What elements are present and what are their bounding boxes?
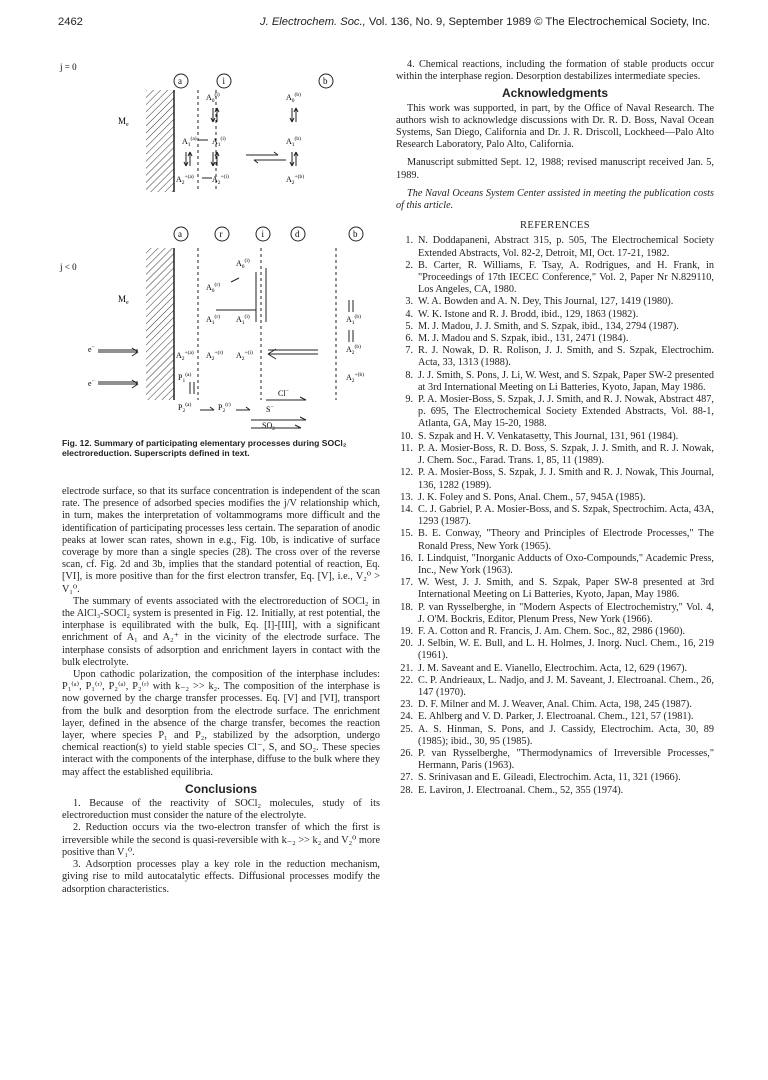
svg-text:P2(a): $P_2^{(a)}$: [178, 402, 192, 414]
running-header: [58, 16, 710, 32]
electrode-hatch-top: [146, 90, 174, 192]
svg-text:A2+(b): $A_2^{+(b)}$: [346, 372, 365, 384]
reference-text: D. F. Milner and M. J. Weaver, Anal. Chim. Acta, 198, 245 (1987).: [418, 699, 692, 711]
svg-text:A1(b): $A_1^{(b)}$: [346, 314, 361, 326]
reference-text: P. van Rysselberghe, in "Modern Aspects of Electrochemistry," Vol. 4, J. O'M. Bockris, Editor, Plenum Press, New York (1966).: [418, 601, 714, 625]
reference-item: [396, 711, 714, 723]
left-paragraph: Upon cathodic polarization, the composition of the interphase includes: P₁⁽ᵃ⁾, P₁⁽ʳ⁾, P₂⁽ᵃ⁾, P₂⁽ʳ⁾ with k₋₂ >> k₂. The composition of the interphase is now governed by the charge transfer processes. Eq. [V] and [VI], transport from the bulk and desorption from the electrode surface. The enrichment layer, defined in the absence of the charge transfer, becomes the reaction layer, where species P₁ and P₂, stabilized by the adsorption, undergo chemical reaction(s) to yield stable species Cl⁻, S, and SO₂. These species interact with the components of the interphase, diffuse to the bulk where they may affect the established equilibria.: [62, 669, 380, 778]
journal-name: J. Electrochem. Soc.,: [260, 16, 366, 28]
reference-item: [396, 492, 714, 504]
reference-number: 15.: [400, 528, 413, 540]
reference-item: [396, 772, 714, 784]
journal-citation: [260, 16, 710, 28]
reference-number: 16.: [400, 552, 413, 564]
reference-text: J. K. Foley and S. Pons, Anal. Chem., 57, 945A (1985).: [418, 491, 646, 503]
svg-text:A1(r): $A_1^{(r)}$: [206, 314, 221, 326]
reference-item: [396, 748, 714, 772]
acknowledgments-heading: Acknowledgments: [501, 86, 609, 101]
publication-costs-note: The Naval Oceans System Center assisted in meeting the publication costs of this article.: [396, 187, 714, 212]
svg-text:A2+(a): $A_2^{+(a)}$: [176, 174, 194, 186]
svg-text:P1(a): $P_1^{(a)}$: [178, 372, 192, 384]
figure-caption: Fig. 12. Summary of participating elementary processes during SOCl₂ electroreduction. Superscripts defined in text.: [62, 438, 347, 459]
reference-item: [396, 235, 714, 259]
reference-item: [396, 638, 714, 662]
acknowledgments-text: This work was supported, in part, by the Office of Naval Research. The authors wish to acknowledge discussions with Dr. R. D. Boss, Naval Ocean Systems, San Diego, California and Dr. J. R. Driscoll, Lockheed—Palo Alto Research Laboratory, Palo Alto, California.: [396, 102, 714, 151]
reference-item: [396, 394, 714, 431]
reference-item: [396, 785, 714, 797]
reference-number: 17.: [400, 577, 413, 589]
reference-text: I. Lindquist, "Inorganic Adducts of Oxo-Compounds," Academic Press, Inc., New York (1963).: [418, 552, 714, 576]
reference-item: [396, 504, 714, 528]
svg-text:A0(i): $A_0^{(i)}$: [236, 258, 250, 270]
reference-number: 7.: [405, 345, 413, 357]
circle-labels-top: [174, 74, 333, 88]
svg-text:S−: S−: [266, 404, 274, 414]
svg-text:A2+(r): $A_2^{+(r)}$: [206, 350, 224, 362]
reference-text: M. J. Madou and S. Szpak, ibid., 131, 2471 (1984).: [418, 333, 629, 345]
reference-number: 27.: [400, 772, 413, 784]
reference-text: A. S. Hinman, S. Pons, and J. Cassidy, Electrochim. Acta, 30, 89 (1985); ibid., 30, 95 (1985).: [418, 723, 714, 747]
species-top: [176, 91, 304, 186]
reference-text: N. Doddapaneni, Abstract 315, p. 505, The Electrochemical Society Extended Abstracts, Vol. 82-2, Detroit, MI, Oct. 17-21, 1982.: [418, 235, 714, 259]
reference-number: 25.: [400, 723, 413, 735]
reference-item: [396, 333, 714, 345]
reference-item: [396, 602, 714, 626]
reference-number: 24.: [400, 711, 413, 723]
reference-item: [396, 260, 714, 297]
svg-text:A2+(a): $A_2^{+(a)}$: [176, 350, 194, 362]
svg-text:a: a: [178, 76, 182, 86]
reference-text: C. J. Gabriel, P. A. Mosier-Boss, and S. Szpak, Spectrochim. Acta, 43A, 1293 (1987).: [418, 503, 714, 528]
reference-item: [396, 467, 714, 491]
reference-number: 19.: [400, 625, 413, 637]
references-list: [396, 235, 714, 796]
reference-item: [396, 553, 714, 577]
svg-text:A1(i): $A_1^{(i)}$: [236, 314, 250, 326]
reference-number: 6.: [405, 333, 413, 345]
circle-labels-bottom: [174, 227, 363, 241]
reference-text: P. A. Mosier-Boss, R. D. Boss, S. Szpak, J. J. Smith, and R. J. Nowak, J. Chem. Soc., Farad. Trans. 1, 85, 11 (1989).: [418, 442, 714, 467]
svg-text:A2(b): $A_2^{(b)}$: [346, 344, 361, 356]
svg-text:Cl−: Cl−: [278, 388, 289, 398]
svg-text:SO2: $SO_2$: [262, 421, 275, 432]
reference-text: W. K. Istone and R. J. Brodd, ibid., 129, 1863 (1982).: [418, 308, 639, 320]
reference-text: P. A. Mosier-Boss, S. Szpak, J. J. Smith, and R. J. Nowak, Abstract 487, p. 695, The Electrochemical Society Extended Abstracts, Vol. 88-1, Atlanta, GA, May 15-20, 1988.: [418, 394, 714, 430]
reference-text: W. A. Bowden and A. N. Dey, This Journal, 127, 1419 (1980).: [418, 296, 674, 308]
reference-item: [396, 675, 714, 699]
svg-text:b: b: [323, 76, 328, 86]
left-paragraph: The summary of events associated with the electroreduction of SOCl₂ in the AlCl₃-SOCl₂ system is presented in Fig. 12. Initially, at rest potential, the interphase is equilibrated with the bulk, Eq. [I]-[III], with a significant enrichment of A₁ and A₂⁺ in the vicinity of the electrode surface. The interphase consists of adsorption and enrichment layers in contact with the bulk electrolyte.: [62, 595, 380, 668]
electrode-hatch-bottom: [146, 248, 174, 400]
reference-item: [396, 699, 714, 711]
reference-item: [396, 663, 714, 675]
reference-number: 28.: [400, 784, 413, 796]
svg-text:A2+(b): $A_2^{+(b)}$: [286, 174, 305, 186]
reference-number: 2.: [405, 259, 413, 271]
reference-number: 14.: [400, 503, 413, 515]
reference-number: 22.: [400, 674, 413, 686]
reference-item: [396, 626, 714, 638]
reference-number: 1.: [405, 235, 413, 247]
svg-text:a: a: [178, 229, 182, 239]
label-j-lt-0: j < 0: [60, 262, 77, 272]
reference-number: 3.: [405, 296, 413, 308]
svg-text:e−: e−: [88, 378, 95, 388]
reference-text: P. van Rysselberghe, "Thermodynamics of Irreversible Processes," Hermann, Paris (1963).: [418, 747, 714, 772]
reference-text: R. J. Nowak, D. R. Rolison, J. J. Smith, and S. Szpak, Electrochim. Acta, 33, 1313 (1988).: [418, 345, 714, 369]
reference-text: M. J. Madou, J. J. Smith, and S. Szpak, ibid., 134, 2794 (1987).: [418, 320, 679, 332]
species-bottom: [88, 257, 364, 432]
svg-text:e−: e−: [88, 344, 95, 354]
reference-number: 10.: [400, 430, 413, 442]
svg-text:A1(b): $A_1^{(b)}$: [286, 136, 301, 148]
reference-text: E. Ahlberg and V. D. Parker, J. Electroanal. Chem., 121, 57 (1981).: [418, 711, 694, 723]
reference-text: E. Laviron, J. Electroanal. Chem., 52, 355 (1974).: [418, 784, 624, 796]
svg-text:i: i: [222, 76, 226, 86]
reference-text: J. J. Smith, S. Pons, J. Li, W. West, and S. Szpak, Paper SW-2 presented at 3rd International Meeting on Li Batteries, Kyoto, Japan, May 1986.: [418, 369, 714, 393]
reference-item: [396, 370, 714, 394]
svg-text:A0(b): $A_0^{(b)}$: [286, 92, 301, 104]
reference-text: J. Selbin, W. E. Bull, and L. H. Holmes, J. Inorg. Nucl. Chem., 16, 219 (1961).: [418, 638, 714, 662]
svg-text:A0(i): $A_0^{(i)}$: [206, 92, 220, 104]
reference-text: S. Szpak and H. V. Venkatasetty, This Journal, 131, 961 (1984).: [418, 430, 679, 442]
svg-text:A1(i): $A_1^{(i)}$: [212, 136, 226, 148]
reference-item: [396, 724, 714, 748]
reference-text: B. E. Conway, "Theory and Principles of Electrode Processes," The Ronald Press, New York (1965).: [418, 528, 714, 552]
reference-number: 20.: [400, 638, 413, 650]
reference-text: F. A. Cotton and R. Francis, J. Am. Chem. Soc., 82, 2986 (1960).: [418, 625, 686, 637]
reference-number: 18.: [400, 601, 413, 613]
svg-text:A1(a): $A_1^{(a)}$: [182, 136, 197, 148]
electrode-label-top: $M_e$: [118, 116, 129, 128]
conclusion-item: 4. Chemical reactions, including the formation of stable products occur within the interphase region. Desorption destabilizes intermediate species.: [396, 59, 714, 83]
reference-item: [396, 577, 714, 601]
reference-item: [396, 443, 714, 467]
electrode-label-bottom: $M_e$: [118, 294, 129, 306]
reference-number: 23.: [400, 699, 413, 711]
reference-text: W. West, J. J. Smith, and S. Szpak, Paper SW-8 presented at 3rd International Meeting on Li Batteries, Kyoto, Japan, May 1986.: [418, 577, 714, 601]
journal-volume: Vol. 136, No. 9, September 1989 © The Electrochemical Society, Inc.: [368, 16, 710, 28]
reference-item: [396, 528, 714, 552]
reference-text: P. A. Mosier-Boss, S. Szpak, J. J. Smith and R. J. Nowak, This Journal, 136, 1282 (1989).: [418, 467, 714, 491]
reference-item: [396, 296, 714, 308]
reference-number: 12.: [400, 467, 413, 479]
reference-text: J. M. Saveant and E. Vianello, Electrochim. Acta, 12, 629 (1967).: [418, 662, 688, 674]
reference-number: 13.: [400, 491, 413, 503]
equilibrium-arrows-top: [184, 108, 298, 178]
reference-text: B. Carter, R. Williams, F. Tsay, A. Rodrigues, and H. Frank, in "Proceedings of 17th IECEC Conference," Vol. 2, Paper Nr N.829110, Los Angeles, CA, 1980.: [418, 259, 714, 296]
right-column: [396, 59, 714, 797]
reference-number: 9.: [405, 394, 413, 406]
reference-item: [396, 309, 714, 321]
reference-number: 21.: [400, 662, 413, 674]
page-number: 2462: [58, 16, 83, 28]
reference-number: 11.: [400, 442, 413, 454]
conclusions-heading: Conclusions: [184, 781, 257, 796]
conclusion-item: 1. Because of the reactivity of SOCl₂ molecules, study of its electroreduction must consider the nature of the electrolyte.: [62, 798, 380, 822]
reference-number: 26.: [400, 747, 413, 759]
conclusion-item: 3. Adsorption processes play a key role in the reduction mechanism, giving rise to mild autocatalytic effects. Diffusional processes modify the adsorption characteristics.: [62, 859, 380, 895]
references-heading: REFERENCES: [520, 220, 590, 232]
svg-text:A0(r): $A_0^{(r)}$: [206, 282, 221, 294]
svg-text:A2+(i): $A_2^{+(i)}$: [212, 174, 229, 186]
svg-text:i: i: [261, 229, 265, 239]
svg-text:A2+(i): $A_2^{+(i)}$: [236, 350, 253, 362]
reference-item: [396, 431, 714, 443]
reference-number: 4.: [405, 308, 413, 320]
reference-text: C. P. Andrieaux, L. Nadjo, and J. M. Saveant, J. Electroanal. Chem., 26, 147 (1970).: [418, 674, 714, 698]
svg-text:r: r: [219, 229, 223, 239]
manuscript-note: Manuscript submitted Sept. 12, 1988; revised manuscript received Jan. 5, 1989.: [396, 157, 714, 181]
reference-item: [396, 321, 714, 333]
reference-number: 8.: [405, 369, 413, 381]
conclusion-item: 2. Reduction occurs via the two-electron transfer of which the first is irreversible while the second is quasi-reversible with k₋₂ >> k₂ and V₂⁰ more positive than V₁⁰.: [62, 822, 380, 858]
reference-item: [396, 345, 714, 369]
label-j-eq-0: j = 0: [60, 62, 77, 72]
left-paragraph: electrode surface, so that its surface concentration is independent of the scan rate. The presence of adsorbed species modifies the j/V relationship which, in turn, makes the interpretation of voltammograms more difficult and the identification of participating processes less certain. The separation of anodic peaks at lower scan rates, shown in e.g., Fig. 10b, is indicative of surface coverage by more than a single species (28). The cross over of the reverse scan, cf. Fig. 2d and 3b, implies that the standard potential of reaction, Eq. [VI], is more positive than for the first electron transfer, Eq. [V], i.e., V₂⁰ > V₁⁰.: [62, 486, 380, 595]
svg-text:P2(r): $P_2^{(r)}$: [218, 402, 231, 414]
figure-12-diagram: [56, 60, 386, 435]
svg-text:b: b: [353, 229, 358, 239]
left-column: [62, 486, 380, 896]
reference-number: 5.: [405, 320, 413, 332]
reference-text: S. Srinivasan and E. Gileadi, Electrochim. Acta, 11, 321 (1966).: [418, 772, 681, 784]
svg-text:d: d: [295, 229, 300, 239]
